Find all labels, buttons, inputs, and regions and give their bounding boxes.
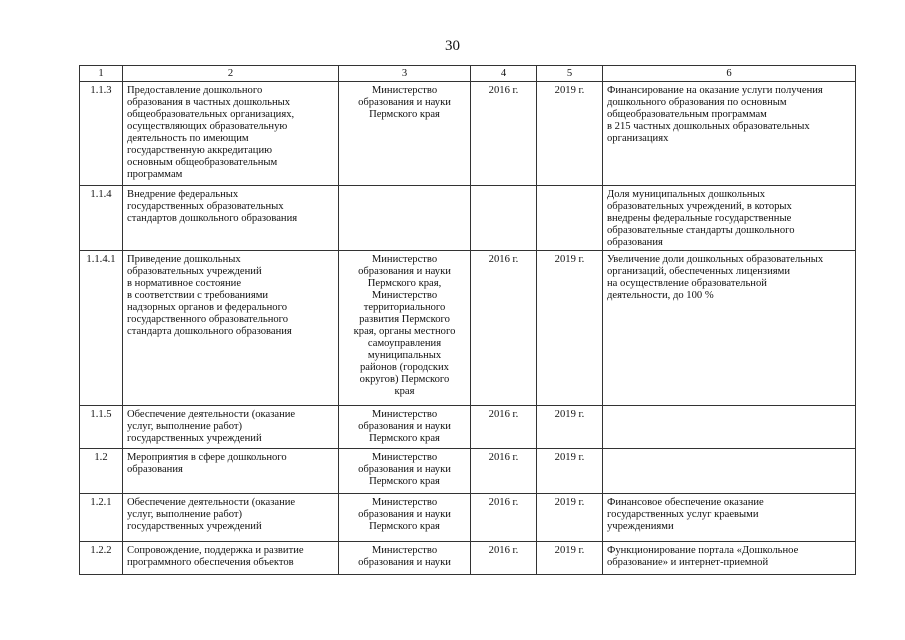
end-year-cell: 2019 г. bbox=[537, 406, 603, 449]
executor-cell bbox=[339, 186, 471, 251]
column-header: 5 bbox=[537, 66, 603, 82]
program-table bbox=[79, 65, 856, 575]
result-cell bbox=[603, 406, 856, 449]
start-year-cell: 2016 г. bbox=[471, 494, 537, 542]
start-year-cell bbox=[471, 186, 537, 251]
table-row bbox=[80, 82, 856, 186]
result-cell bbox=[603, 449, 856, 494]
row-number: 1.2 bbox=[80, 449, 123, 494]
result-cell: Финансирование на оказание услуги получения дошкольного образования по основным общеобразовательным программам в 215 частных дошкольных образовательных организациях bbox=[603, 82, 856, 186]
table-row bbox=[80, 251, 856, 406]
executor-cell: Министерство образования и науки Пермского края bbox=[339, 406, 471, 449]
row-number: 1.2.1 bbox=[80, 494, 123, 542]
start-year-cell: 2016 г. bbox=[471, 542, 537, 575]
row-number: 1.1.5 bbox=[80, 406, 123, 449]
page-number: 30 bbox=[445, 38, 460, 54]
result-cell: Функционирование портала «Дошкольное образование» и интернет-приемной bbox=[603, 542, 856, 575]
end-year-cell: 2019 г. bbox=[537, 82, 603, 186]
start-year-cell: 2016 г. bbox=[471, 251, 537, 406]
column-header: 1 bbox=[80, 66, 123, 82]
table-header-row bbox=[80, 66, 856, 82]
start-year-cell: 2016 г. bbox=[471, 406, 537, 449]
table-row bbox=[80, 406, 856, 449]
activity-cell: Мероприятия в сфере дошкольного образования bbox=[123, 449, 339, 494]
column-header: 3 bbox=[339, 66, 471, 82]
table-row bbox=[80, 494, 856, 542]
row-number: 1.1.3 bbox=[80, 82, 123, 186]
end-year-cell: 2019 г. bbox=[537, 494, 603, 542]
activity-cell: Обеспечение деятельности (оказание услуг, выполнение работ) государственных учреждений bbox=[123, 494, 339, 542]
row-number: 1.2.2 bbox=[80, 542, 123, 575]
start-year-cell: 2016 г. bbox=[471, 449, 537, 494]
column-header: 2 bbox=[123, 66, 339, 82]
executor-cell: Министерство образования и науки bbox=[339, 542, 471, 575]
result-cell: Увеличение доли дошкольных образовательных организаций, обеспеченных лицензиями на осуществление образовательной деятельности, до 100 % bbox=[603, 251, 856, 406]
activity-cell: Предоставление дошкольного образования в частных дошкольных общеобразовательных организациях, осуществляющих образовательную деятельность по имеющим государственную аккредитацию основным общеобразовательным программам bbox=[123, 82, 339, 186]
activity-cell: Обеспечение деятельности (оказание услуг, выполнение работ) государственных учреждений bbox=[123, 406, 339, 449]
end-year-cell: 2019 г. bbox=[537, 542, 603, 575]
executor-cell: Министерство образования и науки Пермского края bbox=[339, 449, 471, 494]
executor-cell: Министерство образования и науки Пермского края, Министерство территориального развития Пермского края, органы местного самоуправления муниципальных районов (городских округов) Пермского края bbox=[339, 251, 471, 406]
result-cell: Доля муниципальных дошкольных образовательных учреждений, в которых внедрены федеральные государственные образовательные стандарты дошкольного образования bbox=[603, 186, 856, 251]
executor-cell: Министерство образования и науки Пермского края bbox=[339, 82, 471, 186]
column-header: 6 bbox=[603, 66, 856, 82]
table-row bbox=[80, 449, 856, 494]
table-row bbox=[80, 542, 856, 575]
result-cell: Финансовое обеспечение оказание государственных услуг краевыми учреждениями bbox=[603, 494, 856, 542]
end-year-cell: 2019 г. bbox=[537, 449, 603, 494]
row-number: 1.1.4 bbox=[80, 186, 123, 251]
activity-cell: Сопровождение, поддержка и развитие программного обеспечения объектов bbox=[123, 542, 339, 575]
row-number: 1.1.4.1 bbox=[80, 251, 123, 406]
start-year-cell: 2016 г. bbox=[471, 82, 537, 186]
activity-cell: Приведение дошкольных образовательных учреждений в нормативное состояние в соответствии с требованиями надзорных органов и федерального государственного образовательного стандарта дошкольного образования bbox=[123, 251, 339, 406]
activity-cell: Внедрение федеральных государственных образовательных стандартов дошкольного образования bbox=[123, 186, 339, 251]
end-year-cell bbox=[537, 186, 603, 251]
executor-cell: Министерство образования и науки Пермского края bbox=[339, 494, 471, 542]
table-row bbox=[80, 186, 856, 251]
end-year-cell: 2019 г. bbox=[537, 251, 603, 406]
column-header: 4 bbox=[471, 66, 537, 82]
